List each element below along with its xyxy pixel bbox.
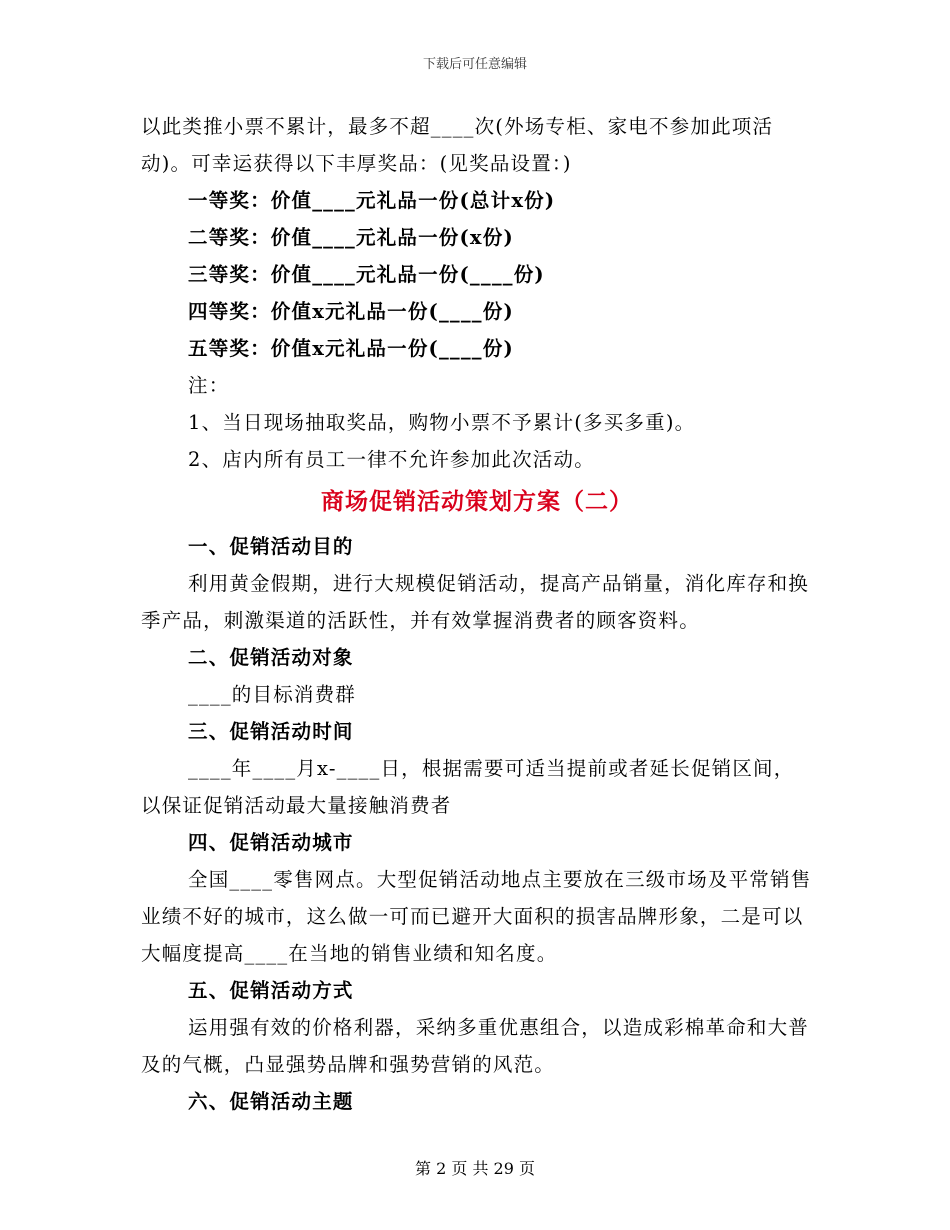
- section-heading-target: 二、促销活动对象: [188, 646, 354, 669]
- section-text-purpose: 利用黄金假期，进行大规模促销活动，提高产品销量，消化库存和换季产品，刺激渠道的活跃性，并有效掌握消费者的顾客资料。: [141, 572, 810, 632]
- prize-first: 一等奖：价值____元礼品一份(总计x份): [188, 189, 556, 212]
- section-heading-method: 五、促销活动方式: [188, 979, 354, 1002]
- page-header: 下载后可任意编辑: [422, 57, 527, 72]
- note-label: 注：: [188, 374, 230, 397]
- prize-third: 三等奖：价值____元礼品一份(____份): [188, 263, 545, 286]
- section-heading-time: 三、促销活动时间: [188, 720, 354, 743]
- prize-fourth: 四等奖：价值x元礼品一份(____份): [188, 300, 514, 323]
- section-text-time: ____年____月x-____日，根据需要可适当提前或者延长促销区间，以保证促销活动最大量接触消费者: [141, 757, 795, 817]
- section-heading-city: 四、促销活动城市: [188, 831, 354, 854]
- document-body: [141, 108, 813, 1120]
- section-text-city: 全国____零售网点。大型促销活动地点主要放在三级市场及平常销售业绩不好的城市，这么做一可而已避开大面积的损害品牌形象，二是可以大幅度提高____在当地的销售业绩和知名度。: [141, 868, 812, 965]
- note-item: 2、店内所有员工一律不允许参加此次活动。: [188, 448, 595, 471]
- document-title: 商场促销活动策划方案（二）: [321, 488, 633, 515]
- section-heading-theme: 六、促销活动主题: [188, 1090, 354, 1113]
- prize-fifth: 五等奖：价值x元礼品一份(____份): [188, 337, 514, 360]
- section-heading-purpose: 一、促销活动目的: [188, 535, 354, 558]
- note-item: 1、当日现场抽取奖品，购物小票不予累计(多买多重)。: [188, 411, 696, 434]
- section-text-method: 运用强有效的价格利器，采纳多重优惠组合，以造成彩棉革命和大普及的气概，凸显强势品牌和强势营销的风范。: [141, 1016, 810, 1076]
- intro-paragraph: 以此类推小票不累计，最多不超____次(外场专柜、家电不参加此项活动)。可幸运获得以下丰厚奖品：(见奖品设置：): [141, 115, 774, 175]
- section-text-target: ____的目标消费群: [188, 683, 357, 706]
- page-number: 第 2 页 共 29 页: [415, 1159, 535, 1178]
- prize-second: 二等奖：价值____元礼品一份(x份): [188, 226, 514, 249]
